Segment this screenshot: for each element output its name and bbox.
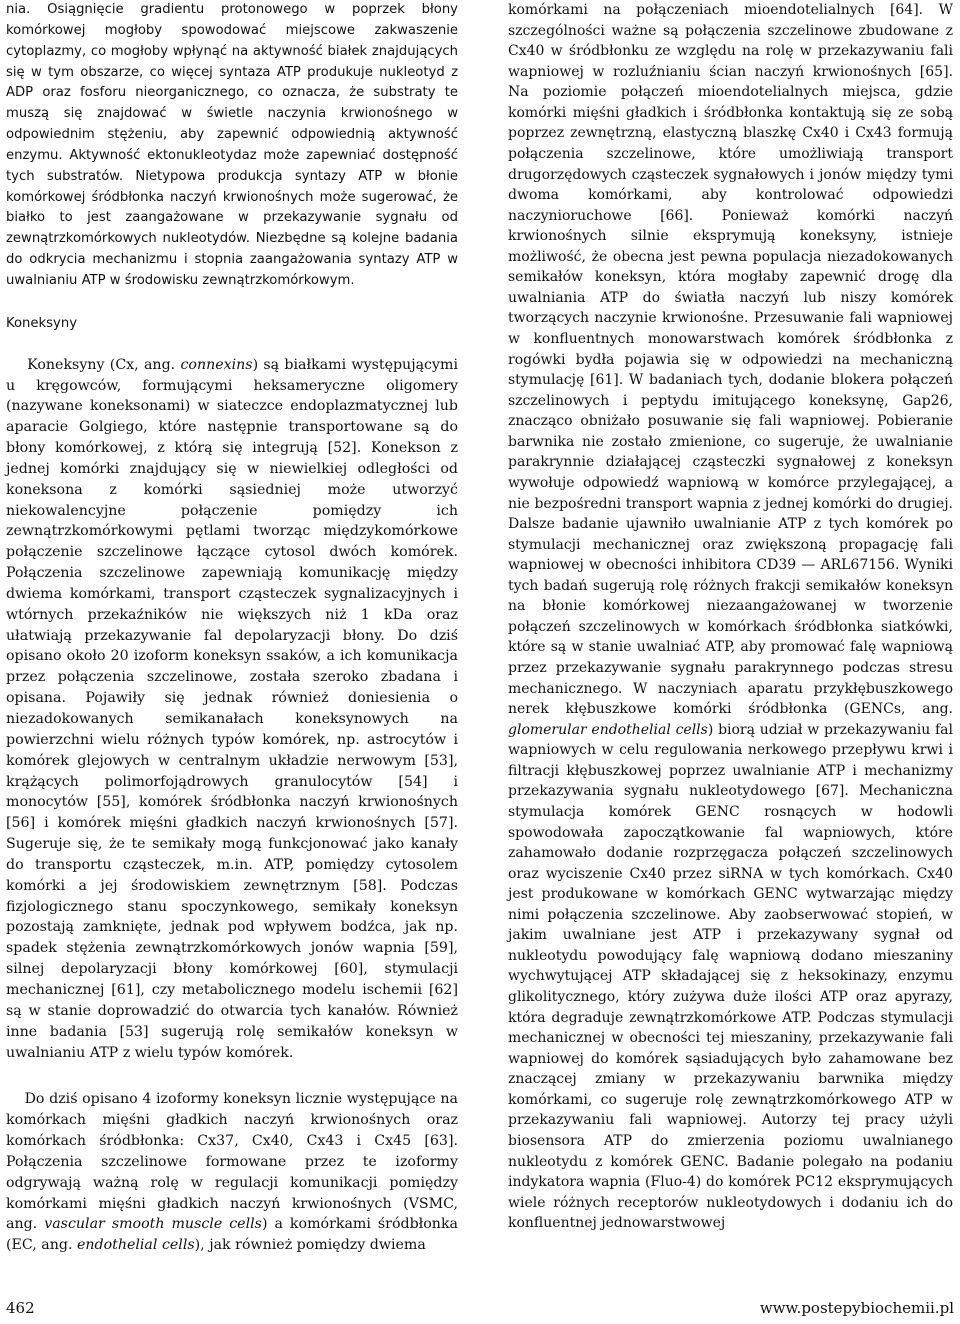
text-run: ) a komórkami śródbłonka (EC, ang. [6, 1216, 459, 1254]
journal-website: www.postepybiochemii.pl [759, 1299, 954, 1317]
paragraph-connexins [6, 355, 458, 1064]
text-run: Koneksyny (Cx, ang. [27, 356, 181, 373]
section-heading-koneksyny: Koneksyny [6, 315, 78, 331]
italic-term: glomerular endothelial cells [508, 721, 708, 738]
text-run: ) biorą udział w przekazywaniu fal wapniowych w celu regulowania nerkowego przepływu krwi i filtracji kłębuszkowej poprzez uwalnianie ATP i mechanizmy przekazywania sygnału nukleotydowego [67]. Mechaniczna stymulacja komórek GENC rosnących w hodowli spowodowała zapoczątkowanie fal wapniowych, które zahamowało dodanie rozprzęgacza połączeń szczelinowych oraz wyciszenie Cx40 przez siRNA w tych komórkach. Cx40 jest produkowane w komórkach GENC wytwarzając między nimi połączenia szczelinowe. Aby zaobserwować stopień, w jakim uwalniane jest ATP i przekazywany sygnał od nukleotydu powodujący falę wapniową dodano mieszaniny wychwytującej ATP składającej się z heksokinazy, enzymu glikolitycznego, który zużywa duże ilości ATP oraz apyrazy, która degraduje zewnątrzkomórkowe ATP. Podczas stymulacji mechanicznej w obecności tej mieszaniny, przekazywanie fali wapniowej do komórek sąsiadujących było zahamowane bez znaczącej zmiany w przekazywaniu barwnika między komórkami, co sugeruje rolę zewnątrzkomórkowego ATP w przekazywaniu fali wapniowej. Autorzy tej pracy użyli biosensora ATP do zmierzenia poziomu uwalnianego nukleotydu z komórek GENC. Badanie polegało na podaniu indykatora wapnia (Fluo-4) do komórek PC12 eksprymujących wiele różnych receptorów nukleotydowych i dodaniu ich do konfluentnej jednowarstwowej [508, 721, 953, 1232]
italic-term: vascular smooth muscle cells [44, 1216, 262, 1233]
paragraph-connexin-isoforms [6, 1089, 458, 1256]
left-column [6, 0, 458, 1256]
text-run: ) są białkami występującymi u kręgowców, formującymi heksameryczne oligomery (nazywane koneksonami) w siateczce endoplazmatycznej lub aparacie Golgiego, które następnie transportowane są do błony komórkowej, z którą się integrują [52]. Konekson z jednej komórki znajdujący się w niewielkiej odległości od koneksona z komórki sąsiedniej może utworzyć niekowalencyjne połączenie pomiędzy ich zewnątrzkomórkowymi pętlami tworząc międzykomórkowe połączenie szczelinowe łączące cytosol dwóch komórek. Połączenia szczelinowe zapewniają komunikację między dwiema komórkami, transport cząsteczek sygnalizacyjnych i wtórnych przekaźników nie większych niż 1 kDa oraz ułatwiają przekazywanie fal depolaryzacji błony. Do dziś opisano około 20 izoform koneksyn ssaków, a ich komunikacja przez połączenia szczelinowe, została szeroko zbadana i opisana. Pojawiły się jednak również doniesienia o niezadokowanych semikanałach koneksynowych na powierzchni wielu różnych typów komórek, np. astrocytów i komórek glejowych w centralnym układzie nerwowym [53], krążących polimorfojądrowych granulocytów [54] i monocytów [55], komórek śródbłonka naczyń krwionośnych [56] i komórek mięśni gładkich naczyń krwionośnych [57]. Sugeruje się, że te semikały mogą funkcjonować jako kanały do transportu cząsteczek, m.in. ATP, pomiędzy cytosolem komórki a jej środowiskiem zewnętrznym [58]. Podczas fizjologicznego stanu spoczynkowego, semikały koneksyn pozostają zamknięte, jednak pod wpływem bodźca, jak np. spadek stężenia zewnątrzkomórkowych jonów wapnia [59], silnej depolaryzacji błony komórkowej [60], stymulacji mechanicznej [61], czy metabolicznego modelu ischemii [62] są w stanie doprowadzić do otwarcia tych kanałów. Również inne badania [53] sugerują rolę semikałów koneksyn w uwalnianiu ATP z wielu typów komórek. [6, 356, 459, 1061]
paragraph-atp-synthase: nia. Osiągnięcie gradientu protonowego w poprzek błony komórkowej mogłoby spowodować miejscowe zakwaszenie cytoplazmy, co mogłoby wpłynąć na aktywność białek znajdujących się w tym obszarze, co więcej syntaza ATP produkuje nukleotyd z ADP oraz fosforu nieorganicznego, co oznacza, że substraty te muszą się znajdować w świetle naczynia krwionośnego w odpowiednim stężeniu, aby zapewnić odpowiednią aktywność enzymu. Aktywność ektonukleotydaz może zapewniać dostępność tych substratów. Nietypowa produkcja syntazy ATP w błonie komórkowej śródbłonka naczyń krwionośnych może sugerować, że białko to jest zaangażowane w przekazywanie sygnału od zewnątrzkomórkowych nukleotydów. Niezbędne są kolejne badania do odkrycia mechanizmu i stopnia zaangażowania syntazy ATP w uwalnianiu ATP w środowisku zewnątrzkomórkowym. [6, 2, 458, 288]
paragraph-gap [6, 1063, 458, 1089]
paragraph-myoendothelial [508, 0, 953, 1234]
text-run: ), jak również pomiędzy dwiema [194, 1237, 426, 1254]
right-column [508, 0, 953, 1234]
page-number: 462 [6, 1299, 35, 1317]
text-run: komórkami na połączeniach mioendotelialnych [64]. W szczególności ważne są połączenia szczelinowe zbudowane z Cx40 w śródbłonku ze względu na rolę w przekazywaniu fali wapniowej w rozluźnianiu ścian naczyń krwionośnych [65]. Na poziomie połączeń mioendotelialnych miejsca, gdzie komórki mięśni gładkich i śródbłonka kontaktują się ze sobą poprzez zewnętrzną, elastyczną blaszkę Cx40 i Cx43 formują połączenia szczelinowe, które umożliwiają transport drugorzędowych cząsteczek sygnałowych i jonów między tymi dwoma komórkami, aby kontrolować odpowiedzi naczynioruchowe [66]. Ponieważ komórki naczyń krwionośnych silnie eksprymują koneksyny, istnieje możliwość, że obecna jest pewna populacja niezadokowanych semikałów koneksyn, która mogłaby zapewnić drogę dla uwalniania ATP do światła naczyń lub niszy komórek tworzących naczynie krwionośne. Przesuwanie fali wapniowej w konfluentnych monowarstwach komórek śródbłonka z rogówki bydła pojawia się w odpowiedzi na mechaniczną stymulację [61]. W badaniach tych, dodanie blokera połączeń szczelinowych i peptydu imitującego koneksynę, Gap26, znacząco obniżało posuwanie się fali wapniowej. Pobieranie barwnika nie zostało zmienione, co sugeruje, że uwalnianie parakrynnie działającej cząsteczki sygnałowej z koneksyn wywołuje odpowiedź wapniową w komórce przylegającej, a nie bezpośredni transport wapnia z jednej komórki do drugiej. Dalsze badanie ujawniło uwalnianie ATP z tych komórek po stymulacji mechanicznej oraz zwiększoną propagację fali wapniowej w obecności inhibitora CD39 — ARL67156. Wyniki tych badań sugerują rolę różnych frakcji semikałów koneksyn na błonie komórkowej niezaangażowanej w tworzenie połączeń szczelinowych w komórkach śródbłonka siatkówki, które są w stanie uwalniać ATP, aby promować falę wapniową przez przekazywanie sygnału parakrynnego podczas stresu mechanicznego. W naczyniach aparatu przykłębuszkowego nerek kłębuszkowe komórki śródbłonka (GENCs, ang. [508, 2, 953, 718]
italic-term: connexins [180, 356, 253, 373]
italic-term: endothelial cells [76, 1237, 195, 1254]
text-run: Do dziś opisano 4 izoformy koneksyn licznie występujące na komórkach mięśni gładkich naczyń krwionośnych oraz komórkach śródbłonka: Cx37, Cx40, Cx43 i Cx45 [63]. Połączenia szczelinowe formowane przez te izoformy odgrywają ważną rolę w regulacji komunikacji pomiędzy komórkami mięśni gładkich naczyń krwionośnych (VSMC, ang. [6, 1091, 458, 1233]
